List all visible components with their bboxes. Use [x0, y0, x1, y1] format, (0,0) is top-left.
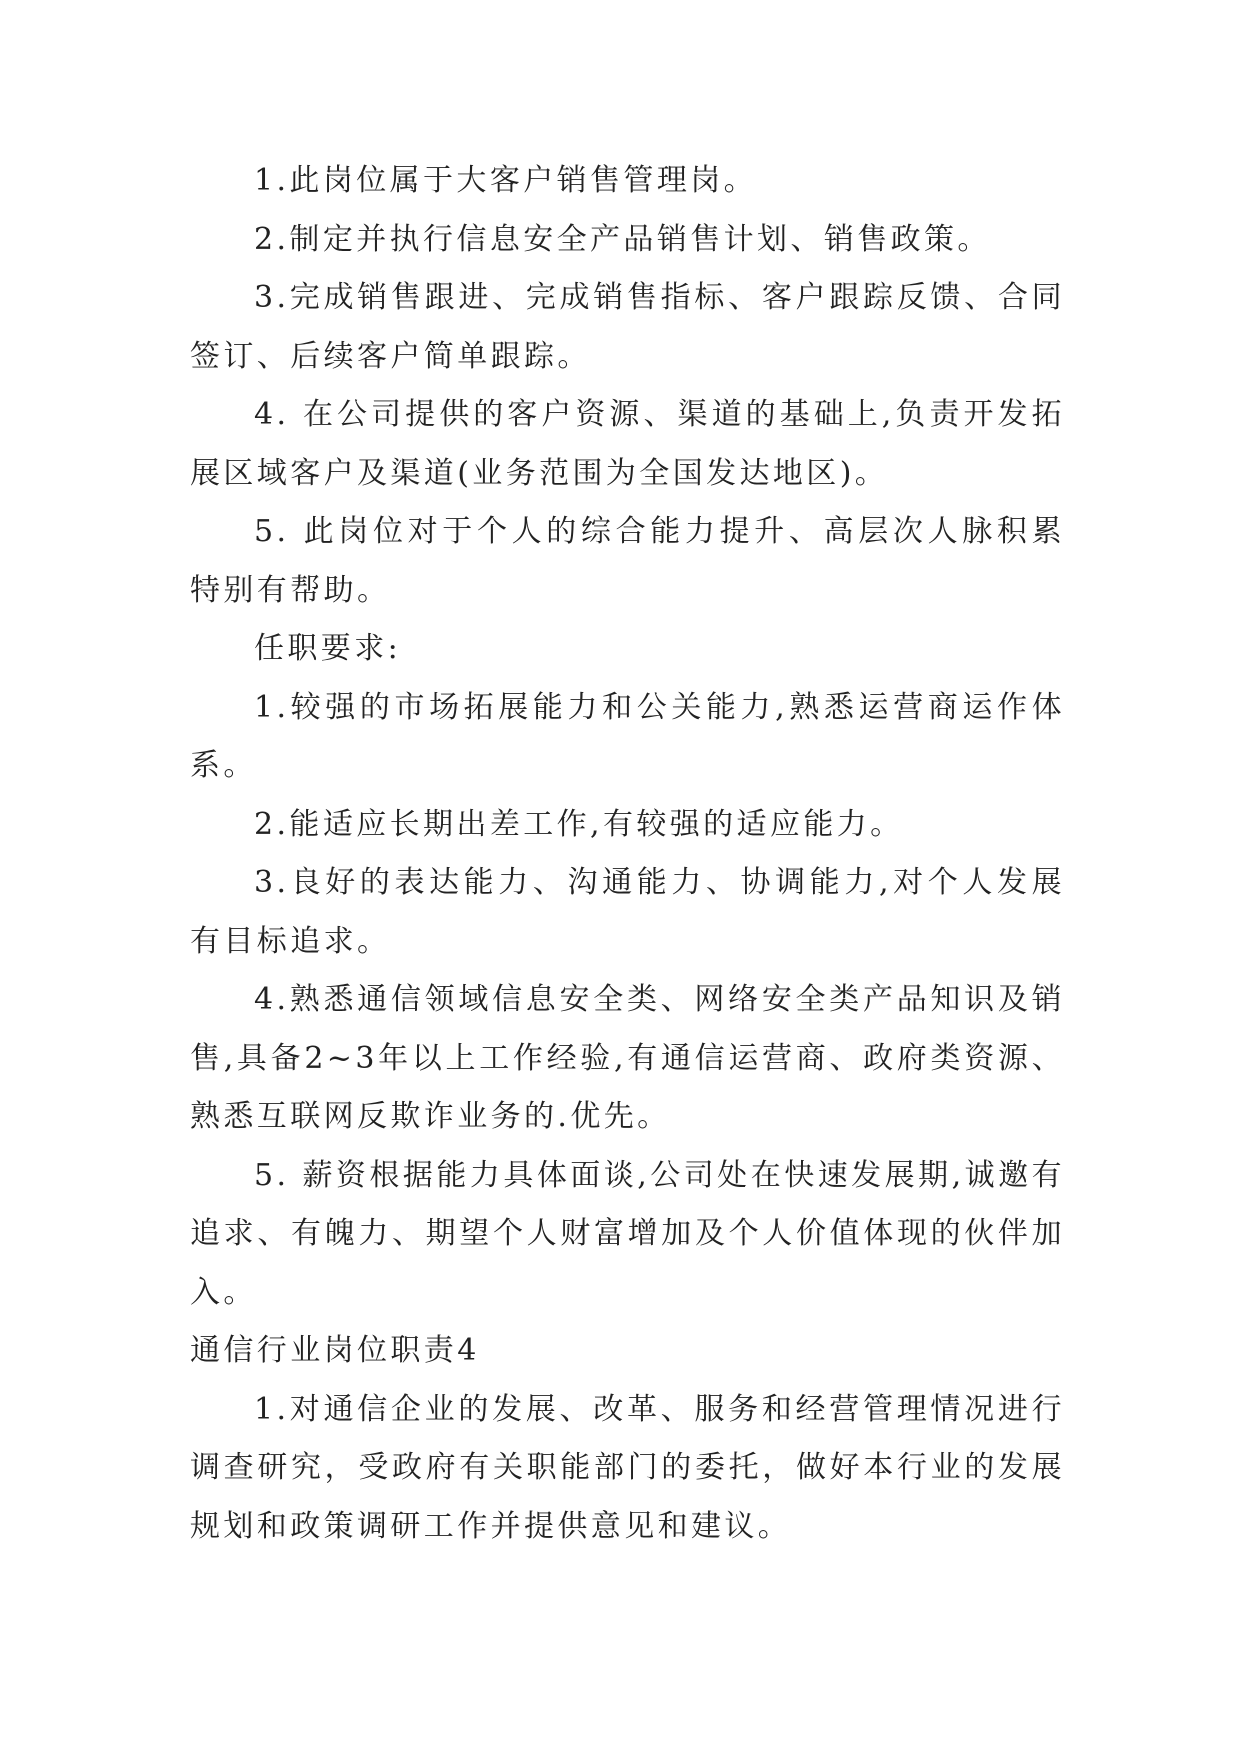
requirement-5: 5. 薪资根据能力具体面谈,公司处在快速发展期,诚邀有追求、有魄力、期望个人财富增加及个人价值体现的伙伴加入。 — [190, 1157, 1065, 1310]
paragraph-1: 1.此岗位属于大客户销售管理岗。 — [254, 163, 758, 198]
paragraph-4: 4. 在公司提供的客户资源、渠道的基础上,负责开发拓展区域客户及渠道(业务范围为全国发达地区)。 — [190, 397, 1065, 491]
section-label-requirements: 任职要求: — [254, 631, 402, 666]
document-page — [190, 152, 1065, 1556]
section-heading: 通信行业岗位职责4 — [190, 1333, 480, 1368]
requirement-2: 2.能适应长期出差工作,有较强的适应能力。 — [254, 806, 904, 842]
requirement-4: 4.熟悉通信领域信息安全类、网络安全类产品知识及销售,具备2~3年以上工作经验,有通信运营商、政府类资源、熟悉互联网反欺诈业务的.优先。 — [190, 982, 1065, 1134]
paragraph-3: 3.完成销售跟进、完成销售指标、客户跟踪反馈、合同签订、后续客户简单跟踪。 — [190, 280, 1065, 374]
paragraph-2: 2.制定并执行信息安全产品销售计划、销售政策。 — [254, 221, 991, 257]
requirement-3: 3.良好的表达能力、沟通能力、协调能力,对个人发展有目标追求。 — [190, 865, 1065, 959]
duty-1: 1.对通信企业的发展、改革、服务和经营管理情况进行调查研究，受政府有关职能部门的委托，做好本行业的发展规划和政策调研工作并提供意见和建议。 — [190, 1391, 1065, 1544]
requirement-1: 1.较强的市场拓展能力和公关能力,熟悉运营商运作体系。 — [190, 689, 1065, 783]
paragraph-5: 5. 此岗位对于个人的综合能力提升、高层次人脉积累特别有帮助。 — [190, 514, 1065, 608]
